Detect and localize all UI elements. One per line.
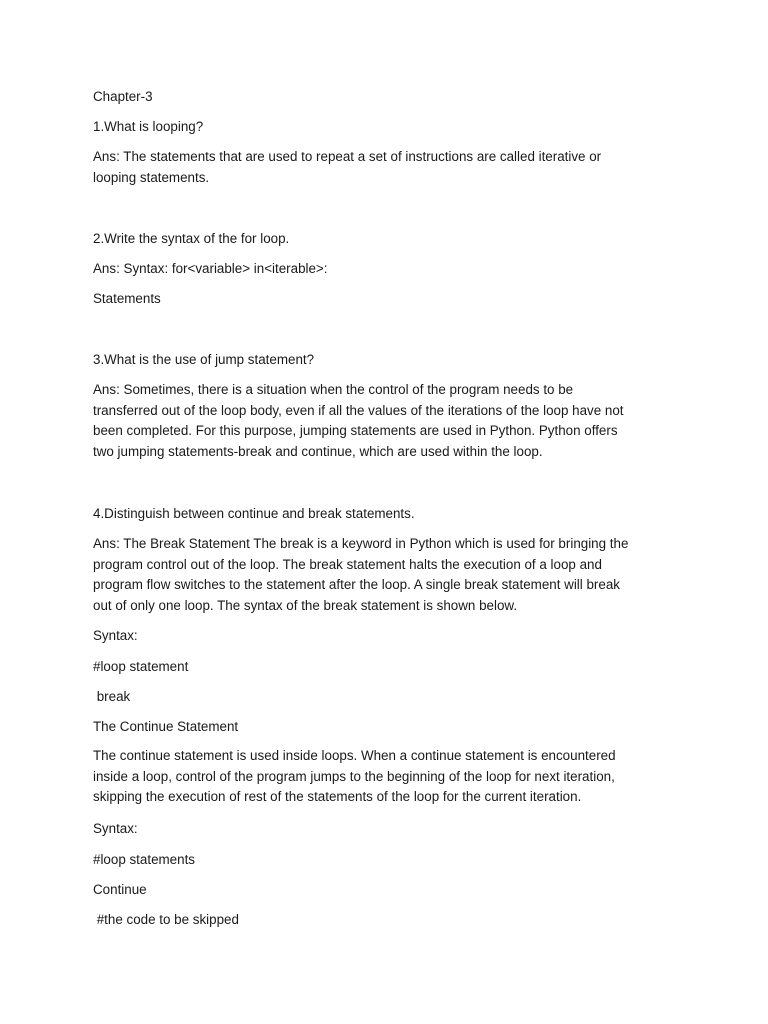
- chapter-title: Chapter-3: [93, 89, 153, 104]
- question-4: 4.Distinguish between continue and break statements.: [93, 506, 415, 521]
- loop-statements-text: #loop statements: [93, 852, 195, 867]
- answer-2: Ans: Syntax: for<variable> in<iterable>:: [93, 261, 328, 276]
- question-2: 2.Write the syntax of the for loop.: [93, 231, 290, 246]
- answer-4-line: program flow switches to the statement after the loop. A single break statement will break: [93, 577, 620, 593]
- answer-3-line: Ans: Sometimes, there is a situation when the control of the program needs to be: [93, 382, 574, 397]
- answer-3-line: two jumping statements-break and continue, which are used within the loop.: [93, 444, 543, 460]
- continue-description-line: inside a loop, control of the program jumps to the beginning of the loop for next iteration,: [93, 768, 615, 784]
- continue-keyword-line: Continue: [93, 882, 147, 897]
- answer-1-line: looping statements.: [93, 169, 210, 185]
- syntax-label-continue: Syntax:: [93, 821, 138, 836]
- answer-3: [93, 380, 673, 463]
- answer-1-line: Ans: The statements that are used to repeat a set of instructions are called iterative or: [93, 149, 602, 164]
- skipped-code-comment: #the code to be skipped: [93, 912, 239, 927]
- question-3: 3.What is the use of jump statement?: [93, 352, 315, 367]
- answer-4: [93, 534, 673, 617]
- answer-4-line: out of only one loop. The syntax of the break statement is shown below.: [93, 598, 518, 614]
- continue-description-line: The continue statement is used inside loops. When a continue statement is encountered: [93, 748, 616, 763]
- break-keyword-line: break: [93, 689, 131, 704]
- answer-2-statements: Statements: [93, 291, 161, 306]
- answer-4-line: program control out of the loop. The break statement halts the execution of a loop and: [93, 556, 602, 572]
- loop-statement-text: #loop statement: [93, 659, 189, 674]
- answer-3-line: transferred out of the loop body, even if all the values of the iterations of the loop have not: [93, 402, 624, 418]
- continue-statement-heading: The Continue Statement: [93, 719, 239, 734]
- answer-1: [93, 147, 673, 188]
- syntax-label-break: Syntax:: [93, 628, 138, 643]
- answer-3-line: been completed. For this purpose, jumping statements are used in Python. Python offers: [93, 423, 618, 439]
- answer-4-line: Ans: The Break Statement The break is a keyword in Python which is used for bringing the: [93, 536, 629, 551]
- continue-description: [93, 746, 673, 808]
- continue-description-line: skipping the execution of rest of the statements of the loop for the current iteration.: [93, 789, 582, 805]
- question-1: 1.What is looping?: [93, 119, 204, 134]
